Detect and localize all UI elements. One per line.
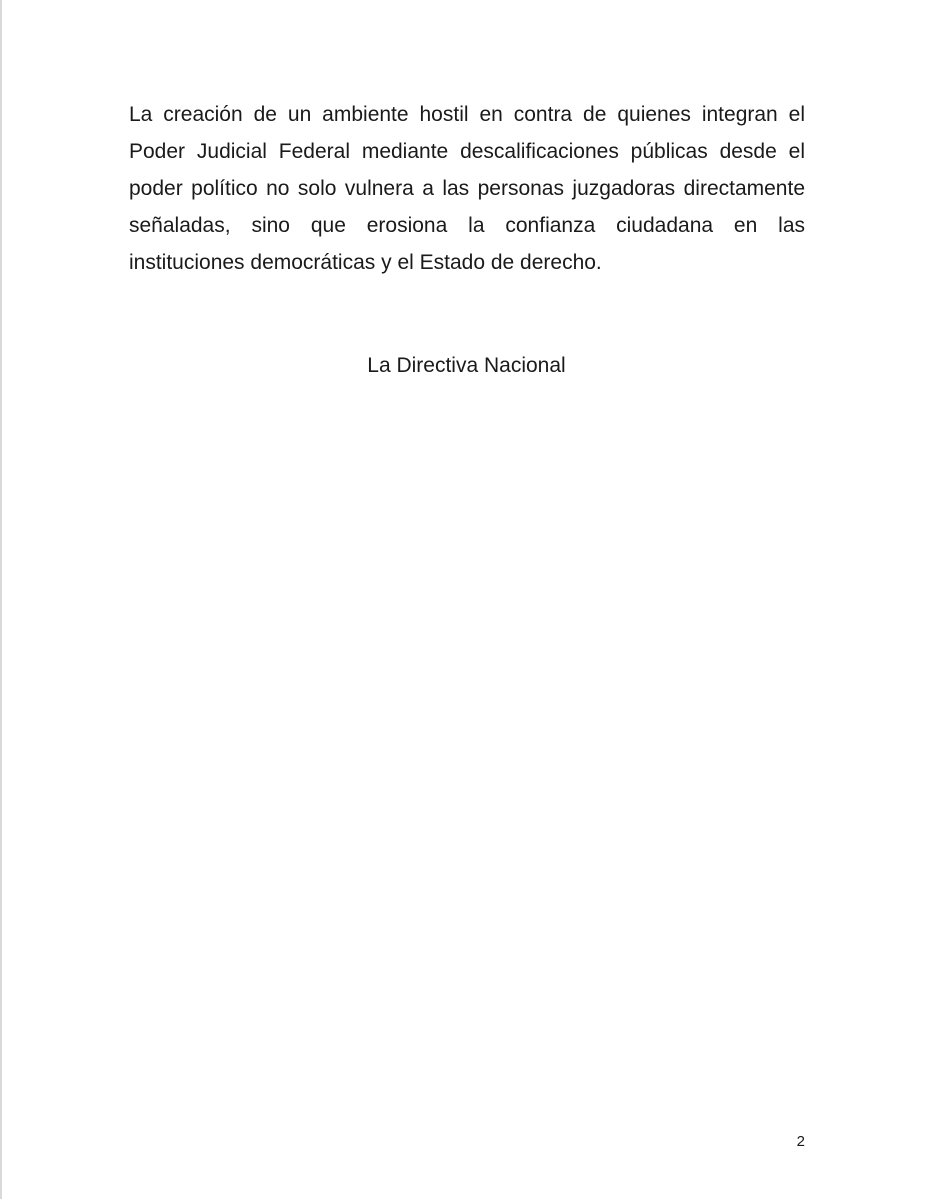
paragraph-line: Poder Judicial Federal mediante descalificaciones públicas desde el [129, 140, 805, 163]
page-number: 2 [796, 1133, 805, 1150]
page-left-edge [0, 0, 2, 1199]
paragraph-line: poder político no solo vulnera a las personas juzgadoras directamente [129, 177, 805, 200]
body-paragraph [129, 96, 805, 281]
paragraph-line: instituciones democráticas y el Estado de derecho. [129, 251, 602, 274]
signature: La Directiva Nacional [367, 354, 566, 377]
paragraph-line: La creación de un ambiente hostil en contra de quienes integran el [129, 103, 805, 126]
paragraph-line: señaladas, sino que erosiona la confianza ciudadana en las [129, 214, 805, 237]
